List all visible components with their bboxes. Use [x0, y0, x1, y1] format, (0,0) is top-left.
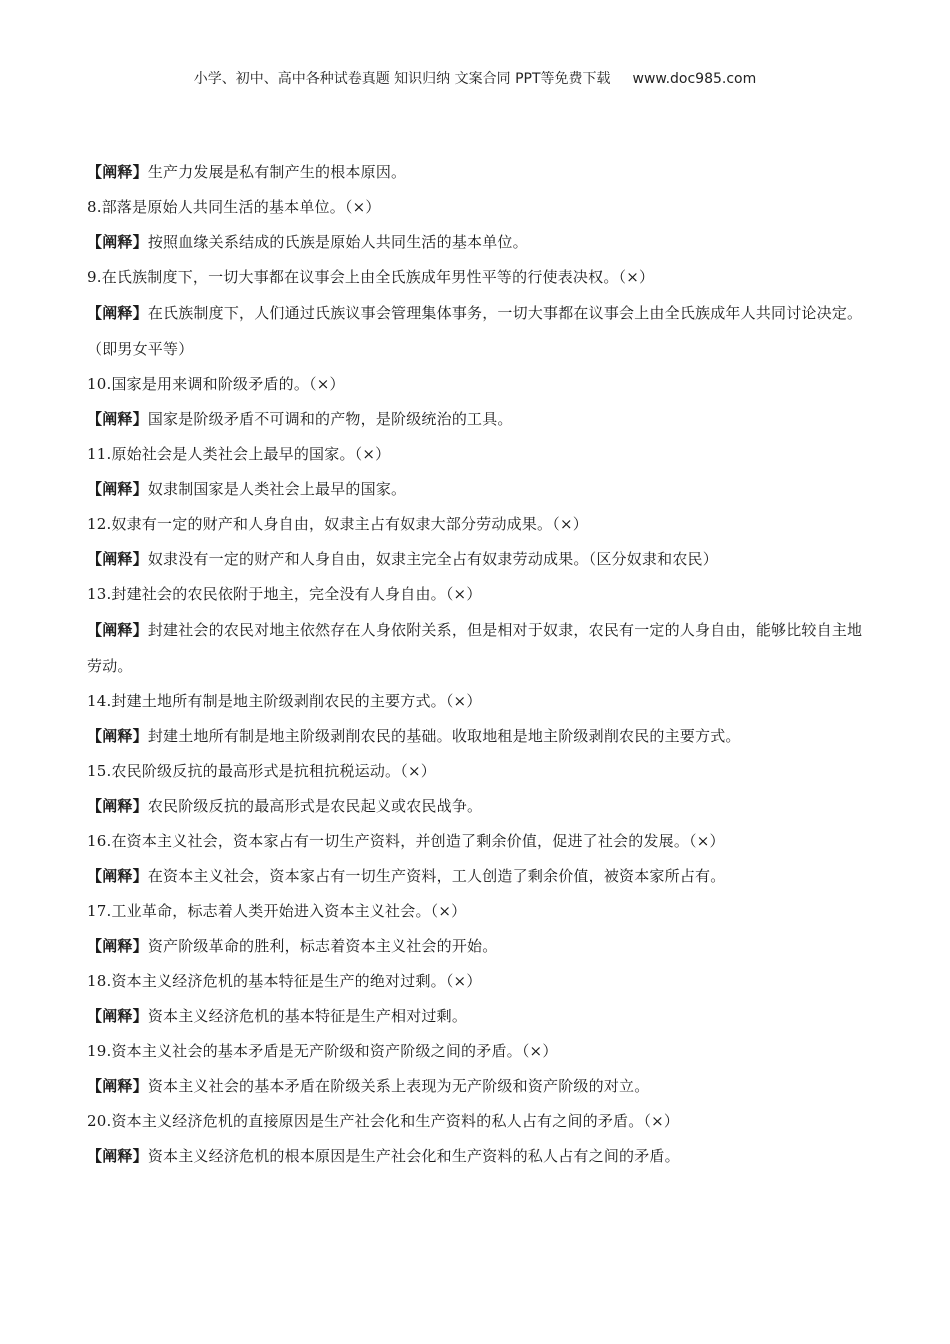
- explain-tag: 【阐释】: [87, 1007, 148, 1025]
- question-line: 9.在氏族制度下，一切大事都在议事会上由全氏族成年男性平等的行使表决权。（×）: [87, 268, 655, 286]
- explain-line: 【阐释】农民阶级反抗的最高形式是农民起义或农民战争。: [87, 797, 483, 815]
- question-line: 13.封建社会的农民依附于地主，完全没有人身自由。（×）: [87, 585, 482, 603]
- explain-line: 【阐释】资本主义经济危机的根本原因是生产社会化和生产资料的私人占有之间的矛盾。: [87, 1147, 680, 1165]
- explain-line: 【阐释】在资本主义社会，资本家占有一切生产资料，工人创造了剩余价值，被资本家所占有。: [87, 867, 726, 885]
- header-url: www.doc985.com: [632, 71, 757, 87]
- explain-line: 【阐释】奴隶制国家是人类社会上最早的国家。: [87, 480, 407, 498]
- question-line: 8.部落是原始人共同生活的基本单位。（×）: [87, 198, 381, 216]
- question-line: 20.资本主义经济危机的直接原因是生产社会化和生产资料的私人占有之间的矛盾。（×）: [87, 1112, 680, 1130]
- question-line: 10.国家是用来调和阶级矛盾的。（×）: [87, 375, 345, 393]
- explain-line: 【阐释】在氏族制度下，人们通过氏族议事会管理集体事务，一切大事都在议事会上由全氏族成年人共同讨论决定。（即男女平等）: [87, 304, 863, 358]
- question-line: 11.原始社会是人类社会上最早的国家。（×）: [87, 445, 391, 463]
- explain-line: 【阐释】资本主义社会的基本矛盾在阶级关系上表现为无产阶级和资产阶级的对立。: [87, 1077, 650, 1095]
- question-line: 16.在资本主义社会，资本家占有一切生产资料，并创造了剩余价值，促进了社会的发展。（×）: [87, 832, 725, 850]
- explain-tag: 【阐释】: [87, 304, 148, 322]
- explain-tag: 【阐释】: [87, 163, 148, 181]
- explain-line: 【阐释】资产阶级革命的胜利，标志着资本主义社会的开始。: [87, 937, 498, 955]
- question-line: 12.奴隶有一定的财产和人身自由，奴隶主占有奴隶大部分劳动成果。（×）: [87, 515, 588, 533]
- explain-line: 【阐释】资本主义经济危机的基本特征是生产相对过剩。: [87, 1007, 468, 1025]
- explain-tag: 【阐释】: [87, 550, 148, 568]
- question-line: 18.资本主义经济危机的基本特征是生产的绝对过剩。（×）: [87, 972, 482, 990]
- explain-tag: 【阐释】: [87, 797, 148, 815]
- question-line: 14.封建土地所有制是地主阶级剥削农民的主要方式。（×）: [87, 692, 482, 710]
- explain-tag: 【阐释】: [87, 410, 148, 428]
- explain-tag: 【阐释】: [87, 867, 148, 885]
- question-line: 17.工业革命，标志着人类开始进入资本主义社会。（×）: [87, 902, 467, 920]
- explain-tag: 【阐释】: [87, 480, 148, 498]
- explain-tag: 【阐释】: [87, 937, 148, 955]
- page-header: [0, 68, 950, 88]
- explain-line: 【阐释】封建土地所有制是地主阶级剥削农民的基础。收取地租是地主阶级剥削农民的主要方式。: [87, 727, 741, 745]
- document-body: [87, 155, 867, 1174]
- explain-tag: 【阐释】: [87, 621, 148, 639]
- explain-line: 【阐释】奴隶没有一定的财产和人身自由，奴隶主完全占有奴隶劳动成果。（区分奴隶和农民）: [87, 550, 718, 568]
- explain-tag: 【阐释】: [87, 1147, 148, 1165]
- explain-tag: 【阐释】: [87, 727, 148, 745]
- explain-tag: 【阐释】: [87, 233, 148, 251]
- explain-line: 【阐释】生产力发展是私有制产生的根本原因。: [87, 163, 407, 181]
- explain-line: 【阐释】按照血缘关系结成的氏族是原始人共同生活的基本单位。: [87, 233, 528, 251]
- question-line: 15.农民阶级反抗的最高形式是抗租抗税运动。（×）: [87, 762, 436, 780]
- explain-tag: 【阐释】: [87, 1077, 148, 1095]
- explain-line: 【阐释】封建社会的农民对地主依然存在人身依附关系，但是相对于奴隶，农民有一定的人身自由，能够比较自主地劳动。: [87, 621, 863, 675]
- question-line: 19.资本主义社会的基本矛盾是无产阶级和资产阶级之间的矛盾。（×）: [87, 1042, 558, 1060]
- header-text: 小学、初中、高中各种试卷真题 知识归纳 文案合同 PPT等免费下载: [193, 71, 611, 87]
- explain-line: 【阐释】国家是阶级矛盾不可调和的产物，是阶级统治的工具。: [87, 410, 513, 428]
